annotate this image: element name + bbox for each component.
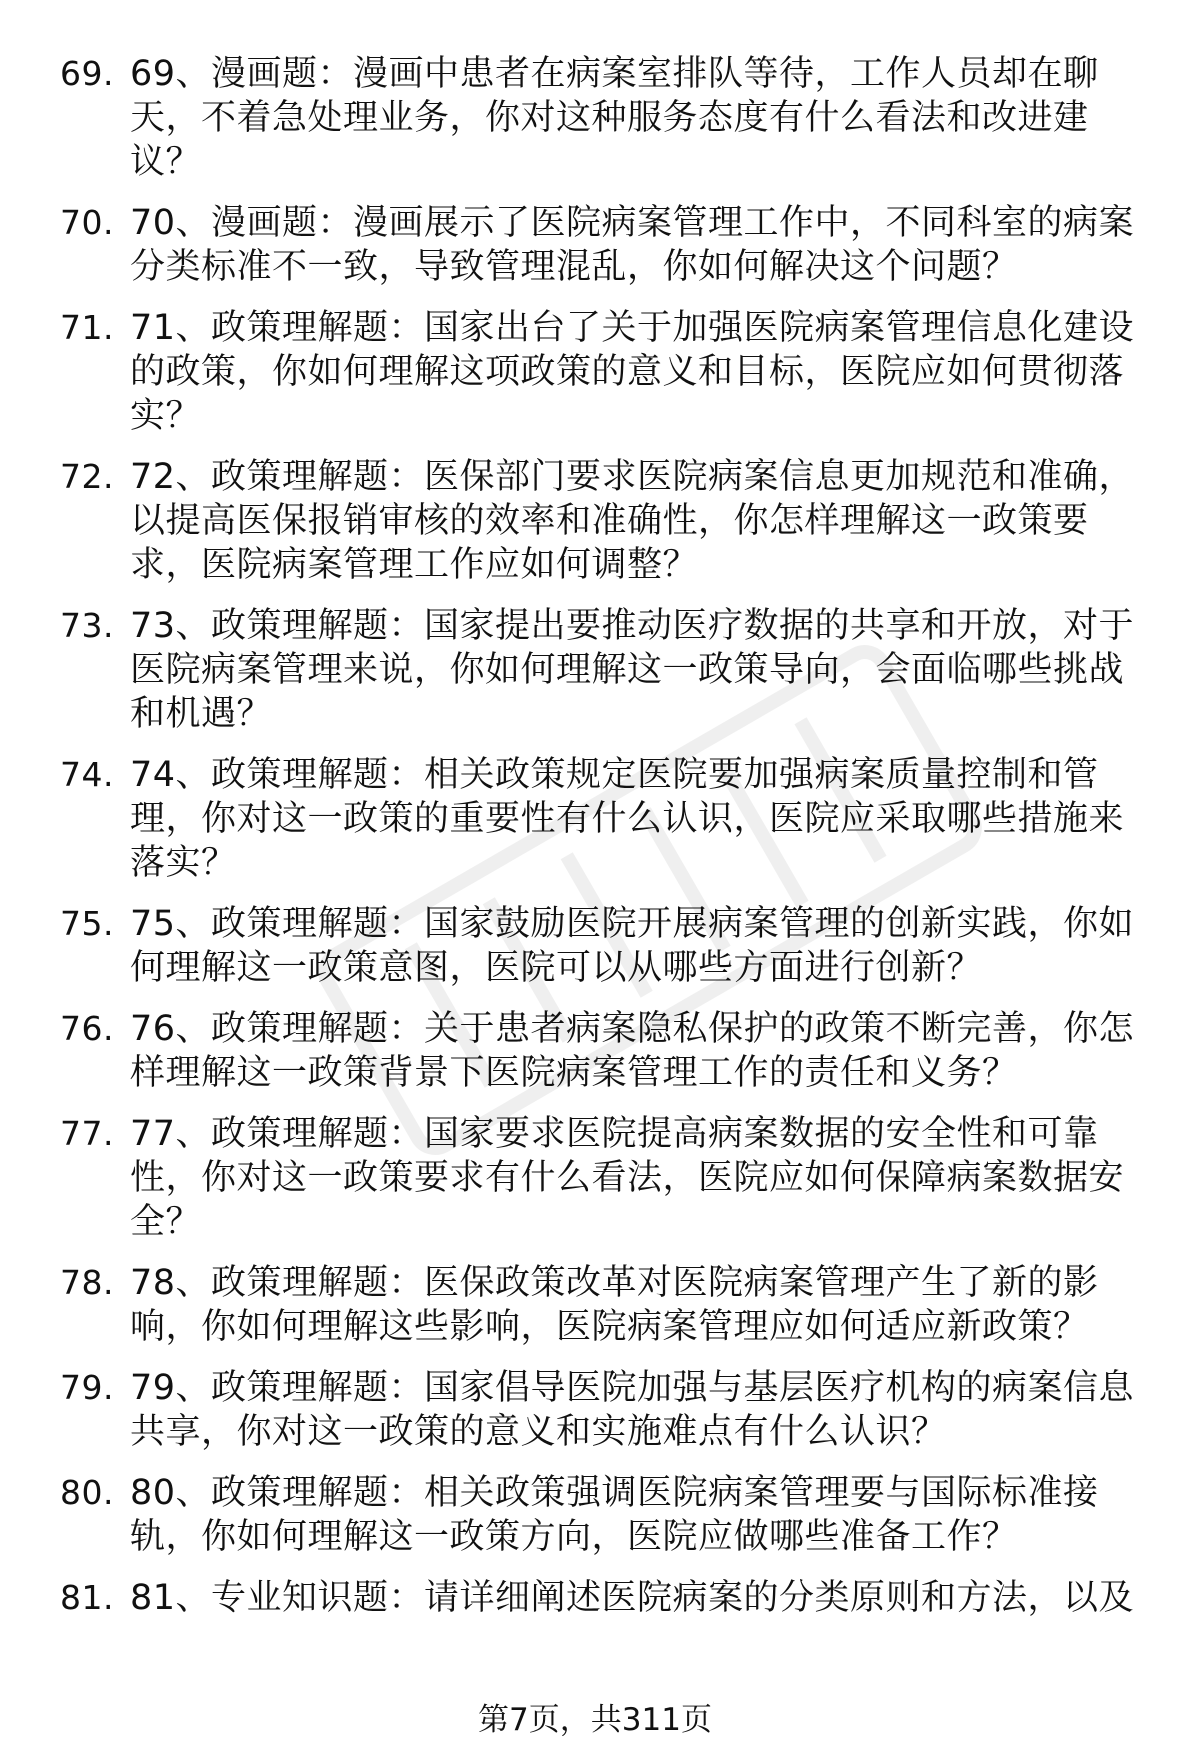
question-number: 75. bbox=[60, 904, 114, 943]
question-number: 73. bbox=[60, 606, 114, 645]
question-text: 74、政策理解题：相关政策规定医院要加强病案质量控制和管理，你对这一政策的重要性有什么认识，医院应采取哪些措施来落实？ bbox=[130, 755, 1125, 883]
question-number: 77. bbox=[60, 1114, 114, 1153]
question-number: 71. bbox=[60, 308, 114, 347]
question-item bbox=[60, 455, 1155, 587]
question-number: 76. bbox=[60, 1009, 114, 1048]
question-item bbox=[60, 1366, 1155, 1454]
question-text: 81、专业知识题：请详细阐述医院病案的分类原则和方法，以及 bbox=[130, 1578, 1135, 1618]
question-number: 74. bbox=[60, 755, 114, 794]
question-item bbox=[60, 52, 1155, 184]
question-text: 77、政策理解题：国家要求医院提高病案数据的安全性和可靠性，你对这一政策要求有什么看法，医院应如何保障病案数据安全？ bbox=[130, 1114, 1125, 1242]
question-item bbox=[60, 1261, 1155, 1349]
question-item bbox=[60, 306, 1155, 438]
question-number: 70. bbox=[60, 203, 114, 242]
question-number: 81. bbox=[60, 1578, 114, 1617]
question-item bbox=[60, 604, 1155, 736]
question-item bbox=[60, 902, 1155, 990]
question-text: 79、政策理解题：国家倡导医院加强与基层医疗机构的病案信息共享，你对这一政策的意义和实施难点有什么认识？ bbox=[130, 1368, 1135, 1452]
question-number: 78. bbox=[60, 1263, 114, 1302]
question-item bbox=[60, 1007, 1155, 1095]
question-number: 72. bbox=[60, 457, 114, 496]
question-number: 80. bbox=[60, 1473, 114, 1512]
question-item bbox=[60, 1471, 1155, 1559]
question-text: 73、政策理解题：国家提出要推动医疗数据的共享和开放，对于医院病案管理来说，你如何理解这一政策导向，会面临哪些挑战和机遇？ bbox=[130, 606, 1135, 734]
question-item bbox=[60, 753, 1155, 885]
question-text: 70、漫画题：漫画展示了医院病案管理工作中，不同科室的病案分类标准不一致，导致管理混乱，你如何解决这个问题？ bbox=[130, 203, 1135, 287]
question-text: 78、政策理解题：医保政策改革对医院病案管理产生了新的影响，你如何理解这些影响，医院病案管理应如何适应新政策？ bbox=[130, 1263, 1099, 1347]
question-text: 75、政策理解题：国家鼓励医院开展病案管理的创新实践，你如何理解这一政策意图，医院可以从哪些方面进行创新？ bbox=[130, 904, 1135, 988]
question-list bbox=[60, 52, 1155, 1637]
question-text: 76、政策理解题：关于患者病案隐私保护的政策不断完善，你怎样理解这一政策背景下医院病案管理工作的责任和义务？ bbox=[130, 1009, 1135, 1093]
question-text: 71、政策理解题：国家出台了关于加强医院病案管理信息化建设的政策，你如何理解这项政策的意义和目标，医院应如何贯彻落实？ bbox=[130, 308, 1135, 436]
page-indicator: 第7页，共311页 bbox=[478, 1702, 712, 1738]
question-item bbox=[60, 1576, 1155, 1620]
question-text: 69、漫画题：漫画中患者在病案室排队等待，工作人员却在聊天，不着急处理业务，你对这种服务态度有什么看法和改进建议？ bbox=[130, 54, 1099, 182]
question-number: 79. bbox=[60, 1368, 114, 1407]
question-item bbox=[60, 201, 1155, 289]
question-item bbox=[60, 1112, 1155, 1244]
question-number: 69. bbox=[60, 54, 114, 93]
question-text: 72、政策理解题：医保部门要求医院病案信息更加规范和准确，以提高医保报销审核的效率和准确性，你怎样理解这一政策要求，医院病案管理工作应如何调整？ bbox=[130, 457, 1135, 585]
question-text: 80、政策理解题：相关政策强调医院病案管理要与国际标准接轨，你如何理解这一政策方向，医院应做哪些准备工作？ bbox=[130, 1473, 1099, 1557]
